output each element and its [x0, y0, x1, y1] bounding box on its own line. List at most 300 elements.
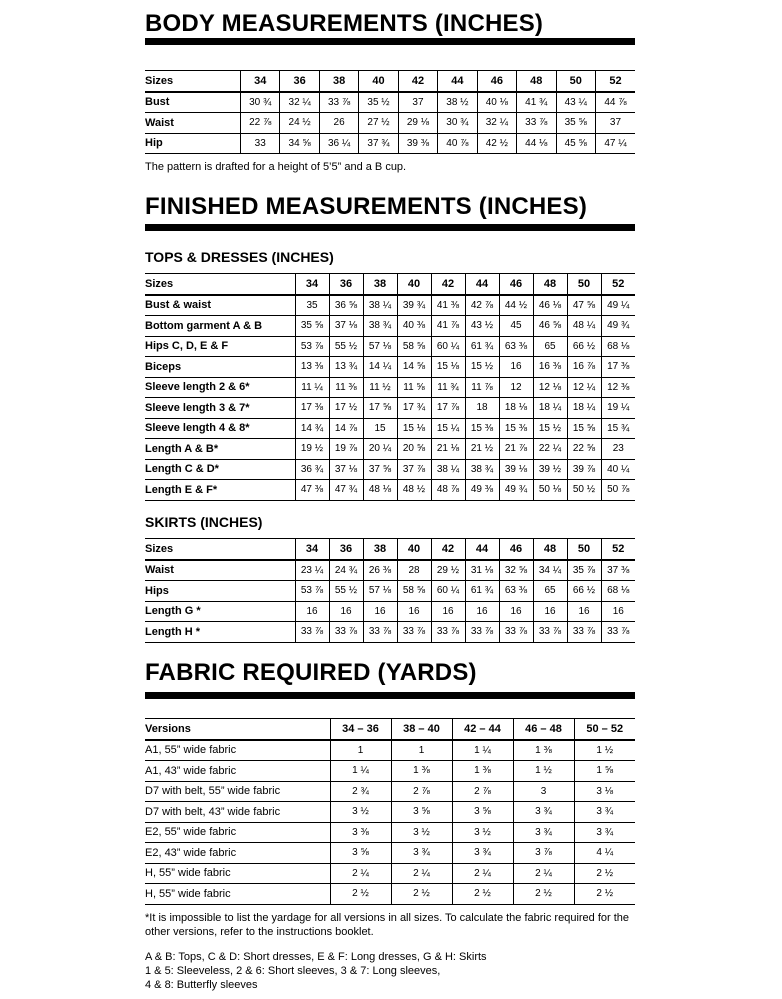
- value-cell: 1: [330, 740, 391, 761]
- header-size-cell: 36: [329, 274, 363, 295]
- value-cell: 16: [465, 601, 499, 622]
- value-cell: 39 ½: [533, 459, 567, 480]
- value-cell: 33 ⅞: [363, 622, 397, 643]
- row-label-cell: Length C & D*: [145, 459, 295, 480]
- value-cell: 33 ⅞: [533, 622, 567, 643]
- value-cell: 28: [397, 560, 431, 581]
- header-size-cell: 34: [295, 274, 329, 295]
- value-cell: 47 ⅜: [295, 480, 329, 501]
- header-size-cell: 46: [499, 539, 533, 560]
- value-cell: 1 ⅜: [452, 761, 513, 782]
- value-cell: 49 ¼: [601, 295, 635, 316]
- value-cell: 32 ¼: [477, 113, 516, 134]
- table-row: [145, 601, 635, 622]
- value-cell: 39 ⅜: [398, 133, 437, 154]
- value-cell: 11 ⅝: [397, 377, 431, 398]
- value-cell: 15 ⅛: [431, 357, 465, 378]
- value-cell: 44 ⅛: [517, 133, 556, 154]
- value-cell: 60 ¼: [431, 336, 465, 357]
- row-label-cell: Waist: [145, 113, 241, 134]
- row-label-cell: Biceps: [145, 357, 295, 378]
- value-cell: 30 ¾: [438, 113, 477, 134]
- value-cell: 3 ½: [391, 822, 452, 843]
- header-size-cell: 42 – 44: [452, 719, 513, 740]
- value-cell: 26: [319, 113, 358, 134]
- value-cell: 16: [295, 601, 329, 622]
- value-cell: 60 ¼: [431, 581, 465, 602]
- table-row: [145, 133, 635, 154]
- value-cell: 27 ½: [359, 113, 398, 134]
- value-cell: 44 ½: [499, 295, 533, 316]
- value-cell: 15 ⅜: [465, 418, 499, 439]
- value-cell: 2 ½: [391, 884, 452, 905]
- value-cell: 22 ¼: [533, 439, 567, 460]
- value-cell: 12 ⅜: [601, 377, 635, 398]
- row-label-cell: Sleeve length 3 & 7*: [145, 398, 295, 419]
- value-cell: 15 ⅛: [397, 418, 431, 439]
- value-cell: 39 ⅛: [499, 459, 533, 480]
- row-label-cell: Waist: [145, 560, 295, 581]
- table-row: [145, 781, 635, 802]
- value-cell: 37 ⅜: [601, 560, 635, 581]
- value-cell: 41 ⅞: [431, 316, 465, 337]
- value-cell: 68 ⅛: [601, 336, 635, 357]
- value-cell: 17 ⅞: [431, 398, 465, 419]
- value-cell: 58 ⅝: [397, 336, 431, 357]
- value-cell: 16: [499, 601, 533, 622]
- header-size-cell: 50: [567, 274, 601, 295]
- row-label-cell: A1, 43” wide fabric: [145, 761, 330, 782]
- value-cell: 15 ¼: [431, 418, 465, 439]
- value-cell: 1 ⅜: [391, 761, 452, 782]
- header-size-cell: 52: [595, 71, 635, 92]
- body-title-rule: [145, 38, 635, 45]
- value-cell: 11 ⅜: [329, 377, 363, 398]
- value-cell: 40 ¼: [601, 459, 635, 480]
- header-size-cell: 38: [363, 274, 397, 295]
- value-cell: 37 ⅛: [329, 316, 363, 337]
- legend-line: 1 & 5: Sleeveless, 2 & 6: Short sleeves, 3 & 7: Long sleeves,: [145, 965, 441, 977]
- value-cell: 18: [465, 398, 499, 419]
- header-size-cell: 38 – 40: [391, 719, 452, 740]
- value-cell: 53 ⅞: [295, 581, 329, 602]
- value-cell: 20 ¼: [363, 439, 397, 460]
- value-cell: 16: [329, 601, 363, 622]
- value-cell: 14 ⅝: [397, 357, 431, 378]
- value-cell: 50 ⅞: [601, 480, 635, 501]
- value-cell: 12 ¼: [567, 377, 601, 398]
- value-cell: 58 ⅝: [397, 581, 431, 602]
- value-cell: 3 ½: [452, 822, 513, 843]
- header-size-cell: 40: [359, 71, 398, 92]
- value-cell: 16: [397, 601, 431, 622]
- value-cell: 55 ½: [329, 581, 363, 602]
- value-cell: 3 ⅝: [452, 802, 513, 823]
- header-size-cell: 46: [477, 71, 516, 92]
- table-row: [145, 802, 635, 823]
- header-size-cell: 50: [567, 539, 601, 560]
- header-size-cell: 42: [431, 274, 465, 295]
- header-size-cell: 44: [465, 539, 499, 560]
- row-label-cell: Bust: [145, 92, 241, 113]
- value-cell: 3 ¾: [574, 802, 635, 823]
- value-cell: 14 ¼: [363, 357, 397, 378]
- value-cell: 17 ⅜: [295, 398, 329, 419]
- tops-dresses-table: [145, 273, 635, 501]
- value-cell: 29 ½: [431, 560, 465, 581]
- value-cell: 50 ⅛: [533, 480, 567, 501]
- value-cell: 17 ⅜: [601, 357, 635, 378]
- row-label-cell: H, 55” wide fabric: [145, 884, 330, 905]
- body-note: The pattern is drafted for a height of 5’5” and a B cup.: [145, 161, 407, 173]
- body-measurements-title: BODY MEASUREMENTS (INCHES): [145, 10, 544, 37]
- header-size-cell: 40: [397, 274, 431, 295]
- row-label-cell: Sleeve length 2 & 6*: [145, 377, 295, 398]
- value-cell: 2 ⅞: [452, 781, 513, 802]
- value-cell: 38 ¼: [363, 295, 397, 316]
- header-size-cell: 48: [533, 539, 567, 560]
- header-size-cell: 42: [431, 539, 465, 560]
- value-cell: 40 ⅜: [397, 316, 431, 337]
- header-size-cell: 50: [556, 71, 595, 92]
- value-cell: 2 ½: [513, 884, 574, 905]
- value-cell: 17 ⅝: [363, 398, 397, 419]
- row-label-cell: Length A & B*: [145, 439, 295, 460]
- table-row: [145, 316, 635, 337]
- value-cell: 40 ⅞: [438, 133, 477, 154]
- header-label-cell: Versions: [145, 719, 330, 740]
- value-cell: 66 ½: [567, 336, 601, 357]
- value-cell: 3 ⅛: [574, 781, 635, 802]
- row-label-cell: Length G *: [145, 601, 295, 622]
- finished-title-rule: [145, 224, 635, 231]
- value-cell: 48 ½: [397, 480, 431, 501]
- header-size-cell: 36: [280, 71, 319, 92]
- value-cell: 21 ⅞: [499, 439, 533, 460]
- value-cell: 33 ⅞: [397, 622, 431, 643]
- value-cell: 3 ¾: [513, 802, 574, 823]
- value-cell: 33 ⅞: [431, 622, 465, 643]
- value-cell: 63 ⅜: [499, 336, 533, 357]
- header-size-cell: 50 – 52: [574, 719, 635, 740]
- value-cell: 33 ⅞: [517, 113, 556, 134]
- header-size-cell: 38: [319, 71, 358, 92]
- value-cell: 41 ¾: [517, 92, 556, 113]
- value-cell: 37: [398, 92, 437, 113]
- value-cell: 3 ⅝: [391, 802, 452, 823]
- table-row: [145, 822, 635, 843]
- value-cell: 12: [499, 377, 533, 398]
- fabric-footnote: *It is impossible to list the yardage for all versions in all sizes. To calculate the fabric required for the other versions, refer to the instructions booklet.: [145, 912, 630, 938]
- value-cell: 3 ½: [330, 802, 391, 823]
- value-cell: 23: [601, 439, 635, 460]
- value-cell: 21 ½: [465, 439, 499, 460]
- value-cell: 53 ⅞: [295, 336, 329, 357]
- value-cell: 47 ¾: [329, 480, 363, 501]
- value-cell: 31 ⅛: [465, 560, 499, 581]
- value-cell: 33: [241, 133, 280, 154]
- value-cell: 3 ⅞: [513, 843, 574, 864]
- value-cell: 47 ¼: [595, 133, 635, 154]
- value-cell: 48 ⅞: [431, 480, 465, 501]
- table-row: [145, 740, 635, 761]
- value-cell: 33 ⅞: [601, 622, 635, 643]
- value-cell: 61 ¾: [465, 336, 499, 357]
- value-cell: 33 ⅞: [319, 92, 358, 113]
- table-row: [145, 295, 635, 316]
- table-row: [145, 581, 635, 602]
- value-cell: 65: [533, 581, 567, 602]
- tops-dresses-title: TOPS & DRESSES (INCHES): [145, 249, 334, 265]
- header-size-cell: 34: [241, 71, 280, 92]
- value-cell: 38 ¼: [431, 459, 465, 480]
- value-cell: 16 ⅞: [567, 357, 601, 378]
- value-cell: 12 ⅛: [533, 377, 567, 398]
- value-cell: 2 ⅞: [391, 781, 452, 802]
- value-cell: 15 ½: [533, 418, 567, 439]
- value-cell: 36 ⅝: [329, 295, 363, 316]
- skirts-title: SKIRTS (INCHES): [145, 514, 263, 530]
- value-cell: 1: [391, 740, 452, 761]
- value-cell: 22 ⅞: [241, 113, 280, 134]
- value-cell: 3 ⅜: [330, 822, 391, 843]
- value-cell: 34 ⅝: [280, 133, 319, 154]
- value-cell: 36 ¼: [319, 133, 358, 154]
- row-label-cell: Bust & waist: [145, 295, 295, 316]
- value-cell: 13 ⅜: [295, 357, 329, 378]
- value-cell: 33 ⅞: [329, 622, 363, 643]
- header-size-cell: 34: [295, 539, 329, 560]
- row-label-cell: Length H *: [145, 622, 295, 643]
- row-label-cell: Length E & F*: [145, 480, 295, 501]
- header-size-cell: 38: [363, 539, 397, 560]
- value-cell: 2 ½: [452, 884, 513, 905]
- value-cell: 33 ⅞: [499, 622, 533, 643]
- table-row: [145, 398, 635, 419]
- value-cell: 46 ⅛: [533, 295, 567, 316]
- header-size-cell: 52: [601, 274, 635, 295]
- value-cell: 45 ⅝: [556, 133, 595, 154]
- value-cell: 44 ⅞: [595, 92, 635, 113]
- value-cell: 15 ⅝: [567, 418, 601, 439]
- value-cell: 37: [595, 113, 635, 134]
- value-cell: 49 ¾: [499, 480, 533, 501]
- table-row: [145, 357, 635, 378]
- table-row: [145, 439, 635, 460]
- value-cell: 20 ⅝: [397, 439, 431, 460]
- row-label-cell: Hips: [145, 581, 295, 602]
- table-row: [145, 480, 635, 501]
- value-cell: 23 ¼: [295, 560, 329, 581]
- value-cell: 1 ⅝: [574, 761, 635, 782]
- value-cell: 3 ¾: [452, 843, 513, 864]
- header-size-cell: 40: [397, 539, 431, 560]
- value-cell: 14 ⅞: [329, 418, 363, 439]
- header-size-cell: 46: [499, 274, 533, 295]
- value-cell: 57 ⅛: [363, 581, 397, 602]
- value-cell: 1 ½: [574, 740, 635, 761]
- value-cell: 49 ⅜: [465, 480, 499, 501]
- value-cell: 11 ¾: [431, 377, 465, 398]
- header-size-cell: 48: [533, 274, 567, 295]
- table-row: [145, 336, 635, 357]
- body-measurements-table: [145, 70, 635, 154]
- value-cell: 41 ⅜: [431, 295, 465, 316]
- value-cell: 3: [513, 781, 574, 802]
- value-cell: 43 ½: [465, 316, 499, 337]
- value-cell: 37 ⅞: [397, 459, 431, 480]
- value-cell: 13 ¾: [329, 357, 363, 378]
- value-cell: 39 ¾: [397, 295, 431, 316]
- value-cell: 18 ¼: [567, 398, 601, 419]
- value-cell: 30 ¾: [241, 92, 280, 113]
- value-cell: 16: [363, 601, 397, 622]
- value-cell: 3 ¾: [391, 843, 452, 864]
- value-cell: 17 ½: [329, 398, 363, 419]
- value-cell: 55 ½: [329, 336, 363, 357]
- finished-measurements-title: FINISHED MEASUREMENTS (INCHES): [145, 193, 588, 220]
- value-cell: 16: [601, 601, 635, 622]
- value-cell: 40 ⅛: [477, 92, 516, 113]
- value-cell: 24 ½: [280, 113, 319, 134]
- value-cell: 42 ⅞: [465, 295, 499, 316]
- value-cell: 2 ½: [574, 884, 635, 905]
- header-size-cell: 34 – 36: [330, 719, 391, 740]
- value-cell: 21 ⅛: [431, 439, 465, 460]
- value-cell: 68 ⅛: [601, 581, 635, 602]
- value-cell: 2 ¼: [452, 863, 513, 884]
- table-row: [145, 843, 635, 864]
- value-cell: 15: [363, 418, 397, 439]
- value-cell: 15 ½: [465, 357, 499, 378]
- value-cell: 2 ¼: [513, 863, 574, 884]
- value-cell: 18 ⅛: [499, 398, 533, 419]
- value-cell: 26 ⅜: [363, 560, 397, 581]
- value-cell: 36 ¾: [295, 459, 329, 480]
- legend-line: A & B: Tops, C & D: Short dresses, E & F: Long dresses, G & H: Skirts: [145, 951, 487, 963]
- value-cell: 35 ⅝: [556, 113, 595, 134]
- value-cell: 1 ⅜: [513, 740, 574, 761]
- value-cell: 35 ⅞: [567, 560, 601, 581]
- table-row: [145, 884, 635, 905]
- value-cell: 16: [431, 601, 465, 622]
- value-cell: 15 ⅜: [499, 418, 533, 439]
- table-row: [145, 560, 635, 581]
- header-label-cell: Sizes: [145, 274, 295, 295]
- value-cell: 19 ¼: [601, 398, 635, 419]
- legend: [145, 950, 635, 992]
- header-size-cell: 52: [601, 539, 635, 560]
- table-row: [145, 761, 635, 782]
- fabric-title-rule: [145, 692, 635, 699]
- value-cell: 47 ⅝: [567, 295, 601, 316]
- header-label-cell: Sizes: [145, 539, 295, 560]
- value-cell: 1 ¼: [452, 740, 513, 761]
- table-row: [145, 113, 635, 134]
- value-cell: 19 ⅞: [329, 439, 363, 460]
- value-cell: 35 ½: [359, 92, 398, 113]
- value-cell: 24 ¾: [329, 560, 363, 581]
- value-cell: 37 ⅝: [363, 459, 397, 480]
- fabric-required-table: [145, 718, 635, 905]
- table-header-row: [145, 274, 635, 295]
- value-cell: 48 ⅛: [363, 480, 397, 501]
- table-header-row: [145, 539, 635, 560]
- value-cell: 18 ¼: [533, 398, 567, 419]
- legend-line: 4 & 8: Butterfly sleeves: [145, 979, 258, 991]
- skirts-table: [145, 538, 635, 643]
- value-cell: 11 ⅞: [465, 377, 499, 398]
- value-cell: 37 ¾: [359, 133, 398, 154]
- table-row: [145, 377, 635, 398]
- value-cell: 37 ⅛: [329, 459, 363, 480]
- table-row: [145, 418, 635, 439]
- header-label-cell: Sizes: [145, 71, 241, 92]
- value-cell: 2 ¾: [330, 781, 391, 802]
- value-cell: 43 ¼: [556, 92, 595, 113]
- value-cell: 33 ⅞: [295, 622, 329, 643]
- row-label-cell: Sleeve length 4 & 8*: [145, 418, 295, 439]
- value-cell: 22 ⅝: [567, 439, 601, 460]
- value-cell: 19 ½: [295, 439, 329, 460]
- fabric-required-title: FABRIC REQUIRED (YARDS): [145, 659, 477, 686]
- value-cell: 39 ⅞: [567, 459, 601, 480]
- row-label-cell: E2, 43” wide fabric: [145, 843, 330, 864]
- value-cell: 38 ¾: [465, 459, 499, 480]
- value-cell: 63 ⅜: [499, 581, 533, 602]
- value-cell: 35: [295, 295, 329, 316]
- table-header-row: [145, 71, 635, 92]
- value-cell: 16: [533, 601, 567, 622]
- header-size-cell: 48: [517, 71, 556, 92]
- row-label-cell: D7 with belt, 43” wide fabric: [145, 802, 330, 823]
- value-cell: 3 ¾: [513, 822, 574, 843]
- row-label-cell: D7 with belt, 55” wide fabric: [145, 781, 330, 802]
- header-size-cell: 44: [438, 71, 477, 92]
- header-size-cell: 44: [465, 274, 499, 295]
- value-cell: 2 ½: [574, 863, 635, 884]
- value-cell: 32 ¼: [280, 92, 319, 113]
- header-size-cell: 46 – 48: [513, 719, 574, 740]
- value-cell: 11 ½: [363, 377, 397, 398]
- value-cell: 3 ⅝: [330, 843, 391, 864]
- value-cell: 11 ¼: [295, 377, 329, 398]
- value-cell: 2 ½: [330, 884, 391, 905]
- table-row: [145, 863, 635, 884]
- row-label-cell: Bottom garment A & B: [145, 316, 295, 337]
- value-cell: 61 ¾: [465, 581, 499, 602]
- value-cell: 34 ¼: [533, 560, 567, 581]
- value-cell: 38 ¾: [363, 316, 397, 337]
- table-row: [145, 92, 635, 113]
- row-label-cell: E2, 55” wide fabric: [145, 822, 330, 843]
- value-cell: 4 ¼: [574, 843, 635, 864]
- value-cell: 38 ½: [438, 92, 477, 113]
- value-cell: 33 ⅞: [567, 622, 601, 643]
- value-cell: 65: [533, 336, 567, 357]
- value-cell: 57 ⅛: [363, 336, 397, 357]
- value-cell: 45: [499, 316, 533, 337]
- value-cell: 35 ⅝: [295, 316, 329, 337]
- row-label-cell: A1, 55” wide fabric: [145, 740, 330, 761]
- value-cell: 32 ⅝: [499, 560, 533, 581]
- table-row: [145, 622, 635, 643]
- value-cell: 42 ½: [477, 133, 516, 154]
- value-cell: 1 ½: [513, 761, 574, 782]
- row-label-cell: Hips C, D, E & F: [145, 336, 295, 357]
- value-cell: 16: [567, 601, 601, 622]
- value-cell: 33 ⅞: [465, 622, 499, 643]
